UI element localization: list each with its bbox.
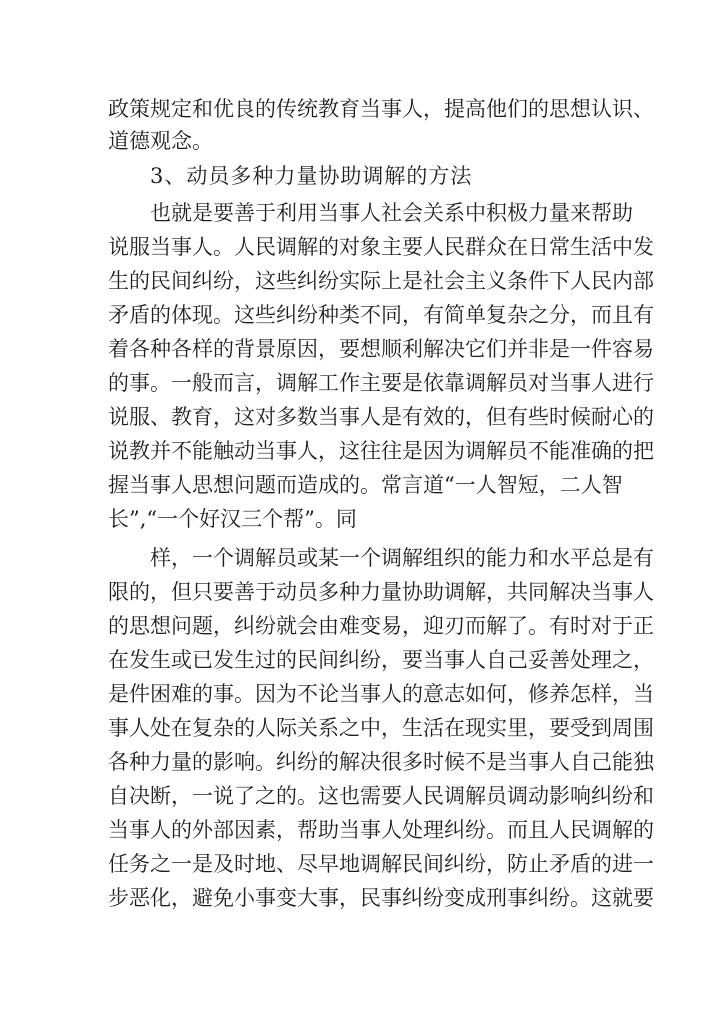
text-line: 说教并不能触动当事人，这往往是因为调解员不能准确的把	[108, 439, 654, 463]
text-line: 限的，但只要善于动员多种力量协助调解，共同解决当事人	[108, 580, 654, 604]
section-heading: 3、动员多种力量协助调解的方法	[150, 164, 473, 188]
text-line: 的事。一般而言，调解工作主要是依靠调解员对当事人进行	[108, 371, 654, 395]
text-line: 步恶化，避免小事变大事，民事纠纷变成刑事纠纷。这就要	[108, 886, 654, 910]
text-line: 道德观念。	[108, 129, 213, 153]
text-line: 生的民间纠纷，这些纠纷实际上是社会主义条件下人民内部	[108, 269, 654, 293]
text-line: 也就是要善于利用当事人社会关系中积极力量来帮助	[150, 201, 633, 225]
text-line: 任务之一是及时地、尽早地调解民间纠纷，防止矛盾的进一	[108, 852, 654, 876]
text-line: 长”,“一个好汉三个帮”。同	[108, 507, 357, 531]
text-line: 说服当事人。人民调解的对象主要人民群众在日常生活中发	[108, 235, 654, 259]
text-line: 各种力量的影响。纠纷的解决很多时候不是当事人自己能独	[108, 750, 654, 774]
text-line: 着各种各样的背景原因，要想顺利解决它们并非是一件容易	[108, 337, 654, 361]
text-line: 的思想问题，纠纷就会由难变易，迎刃而解了。有时对于正	[108, 614, 654, 638]
text-line: 事人处在复杂的人际关系之中，生活在现实里，要受到周围	[108, 716, 654, 740]
text-line: 握当事人思想问题而造成的。常言道“一人智短，二人智	[108, 473, 623, 497]
text-line: 说服、教育，这对多数当事人是有效的，但有些时候耐心的	[108, 405, 654, 429]
text-line: 在发生或已发生过的民间纠纷，要当事人自己妥善处理之，	[108, 648, 654, 672]
text-line: 样，一个调解员或某一个调解组织的能力和水平总是有	[150, 546, 654, 570]
text-line: 自决断，一说了之的。这也需要人民调解员调动影响纠纷和	[108, 784, 654, 808]
text-line: 矛盾的体现。这些纠纷种类不同，有简单复杂之分，而且有	[108, 303, 654, 327]
text-line: 政策规定和优良的传统教育当事人，提高他们的思想认识、	[108, 97, 654, 121]
text-line: 是件困难的事。因为不论当事人的意志如何，修养怎样，当	[108, 682, 654, 706]
text-line: 当事人的外部因素，帮助当事人处理纠纷。而且人民调解的	[108, 818, 654, 842]
